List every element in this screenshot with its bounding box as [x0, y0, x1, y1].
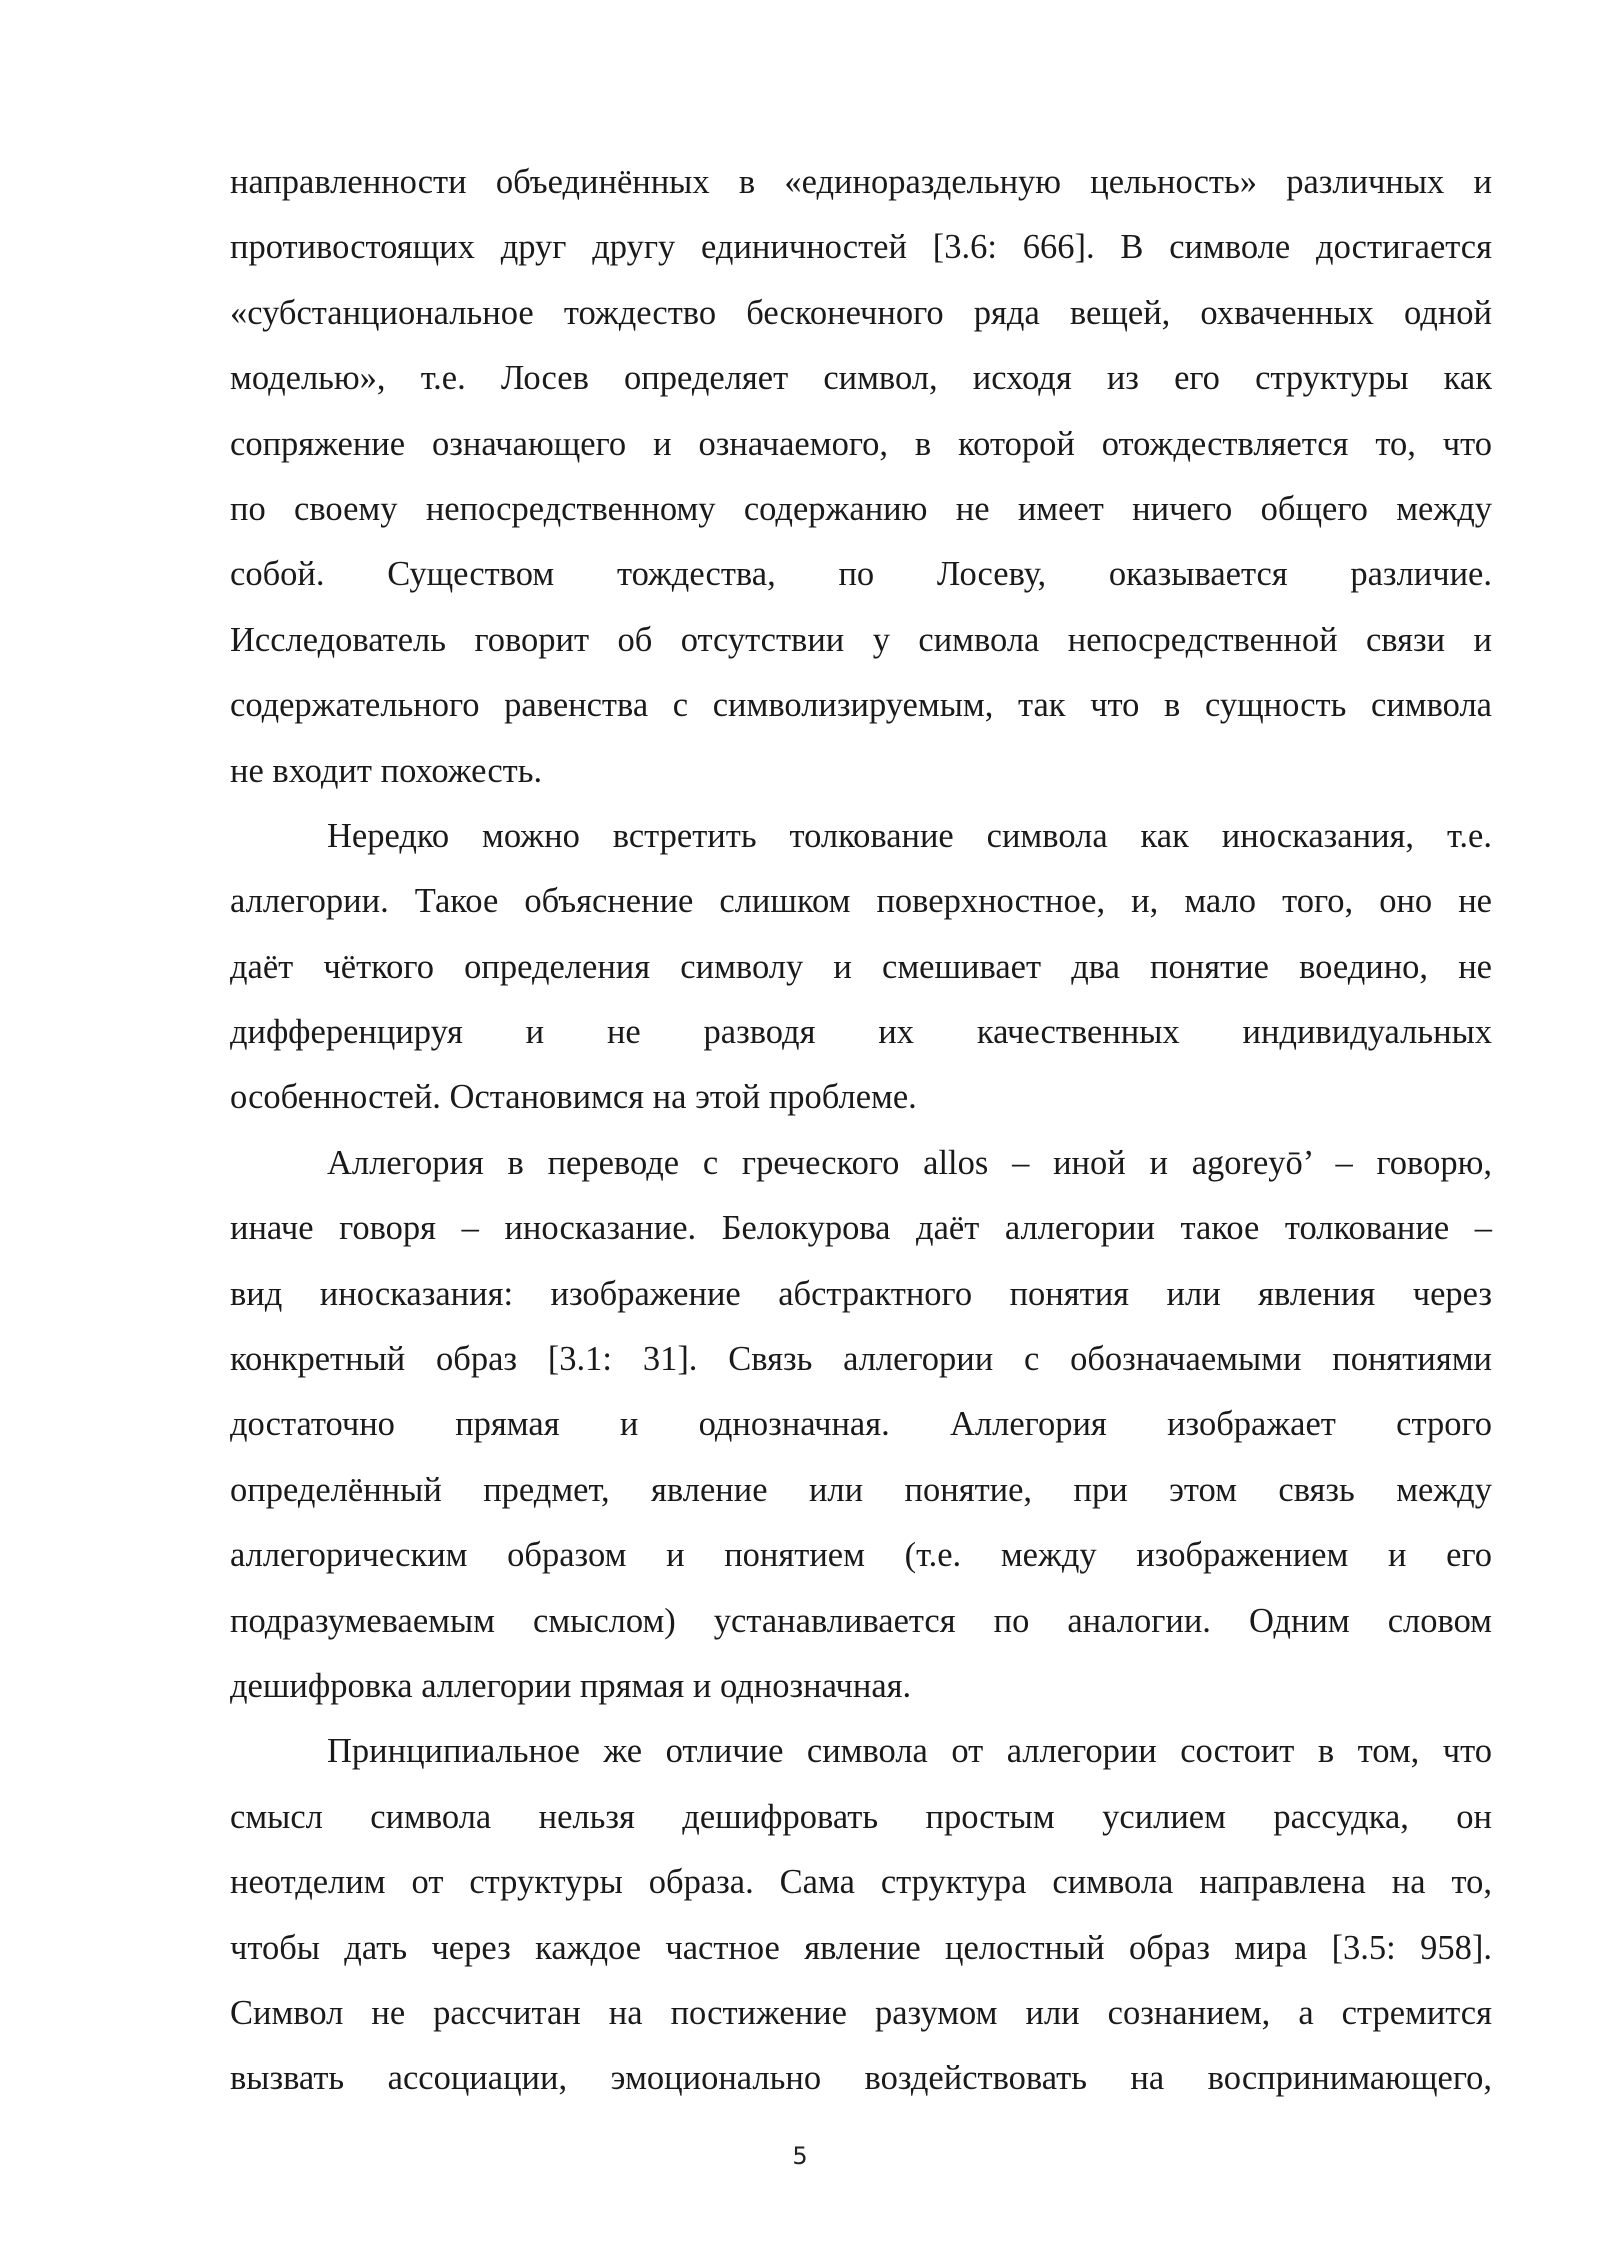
text-line: даёт чёткого определения символу и смешивает два понятие воедино, не	[230, 947, 1492, 986]
text-line: моделью», т.е. Лосев определяет символ, исходя из его структуры как	[230, 359, 1492, 398]
paragraph	[230, 1719, 1492, 2111]
text-line: иначе говоря – иносказание. Белокурова даёт аллегории такое толкование –	[230, 1209, 1492, 1248]
text-line: не входит похожесть.	[230, 751, 543, 790]
text-line: вид иносказания: изображение абстрактного понятия или явления через	[230, 1274, 1492, 1313]
text-line: «субстанциональное тождество бесконечного ряда вещей, охваченных одной	[230, 293, 1492, 332]
text-line: подразумеваемым смыслом) устанавливается по аналогии. Одним словом	[230, 1601, 1492, 1640]
text-line: направленности объединённых в «единораздельную цельность» различных и	[230, 163, 1492, 201]
text-line: Принципиальное же отличие символа от аллегории состоит в том, что	[327, 1732, 1492, 1771]
text-line: конкретный образ [3.1: 31]. Связь аллегории с обозначаемыми понятиями	[230, 1340, 1492, 1379]
text-line: дифференцируя и не разводя их качественных индивидуальных	[230, 1013, 1492, 1052]
text-line: противостоящих друг другу единичностей [3.6: 666]. В символе достигается	[230, 228, 1492, 267]
text-line: дешифровка аллегории прямая и однозначная.	[230, 1666, 912, 1705]
text-line: сопряжение означающего и означаемого, в которой отождествляется то, что	[230, 424, 1492, 463]
body-text	[230, 150, 1492, 2112]
text-line: вызвать ассоциации, эмоционально воздействовать на воспринимающего,	[230, 2059, 1492, 2098]
text-line: аллегорическим образом и понятием (т.е. между изображением и его	[230, 1536, 1492, 1575]
page-number: 5	[792, 2142, 808, 2170]
text-line: особенностей. Остановимся на этой проблеме.	[230, 1078, 917, 1117]
text-line: определённый предмет, явление или понятие, при этом связь между	[230, 1470, 1492, 1509]
paragraph	[230, 804, 1492, 1131]
text-line: Нередко можно встретить толкование символа как иносказания, т.е.	[327, 816, 1492, 855]
text-line: содержательного равенства с символизируемым, так что в сущность символа	[230, 686, 1492, 725]
text-line: смысл символа нельзя дешифровать простым усилием рассудка, он	[230, 1797, 1492, 1836]
text-line: неотделим от структуры образа. Сама структура символа направлена на то,	[230, 1863, 1492, 1902]
text-line: достаточно прямая и однозначная. Аллегория изображает строго	[230, 1405, 1492, 1444]
paragraph	[230, 150, 1492, 804]
text-line: по своему непосредственному содержанию не имеет ничего общего между	[230, 489, 1492, 528]
text-line: Символ не рассчитан на постижение разумом или сознанием, а стремится	[230, 1993, 1492, 2032]
text-line: аллегории. Такое объяснение слишком поверхностное, и, мало того, оно не	[230, 882, 1492, 921]
text-line: собой. Существом тождества, по Лосеву, оказывается различие.	[230, 555, 1492, 594]
text-line: Аллегория в переводе с греческого allos – иной и agoreyō’ – говорю,	[327, 1143, 1492, 1182]
text-line: Исследователь говорит об отсутствии у символа непосредственной связи и	[230, 620, 1492, 659]
text-line: чтобы дать через каждое частное явление целостный образ мира [3.5: 958].	[230, 1928, 1492, 1967]
paragraph	[230, 1131, 1492, 1720]
